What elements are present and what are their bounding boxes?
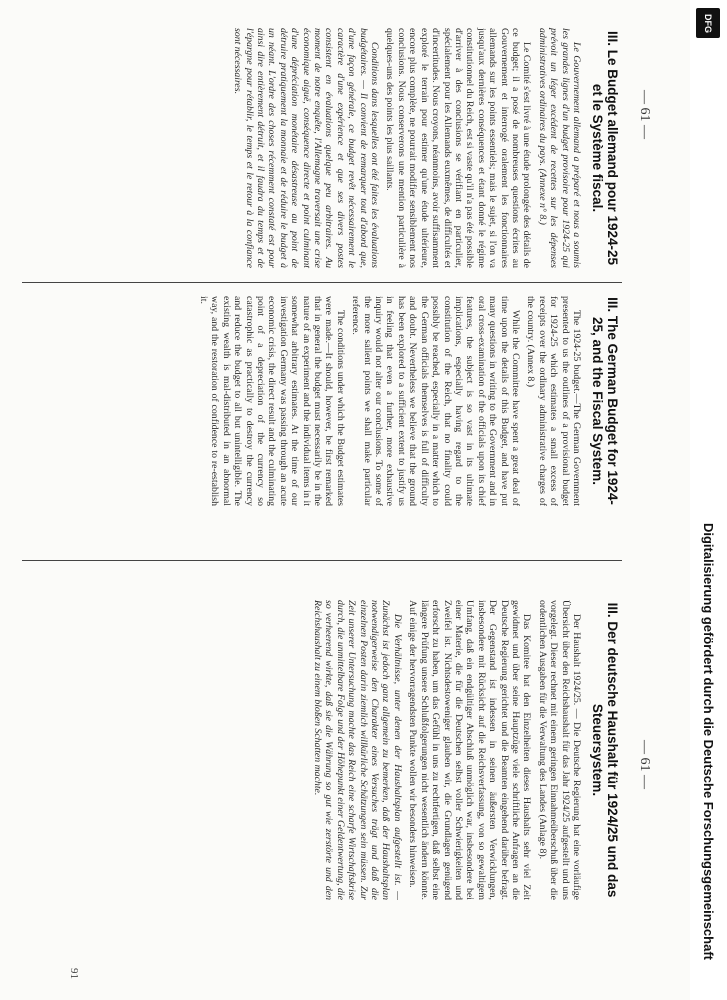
paragraph-english-1: The 1924-25 budget.—The German Government presented to us the outlines of a provisional budget for 1924-25 which estimates a small excess of receipts over the ordinary administrative charges of the country. (Annex 8.) [525,296,582,506]
column-divider [22,560,622,561]
column-german [20,600,620,900]
paragraph-english-2: While the Committee have spent a great deal of time upon the details of this Budget, and have put many questions in writing to the Government and in oral cross-examination of the officials upon its chief features, the subject is so vast in its ultimate implications, especially having regard to the constitution of the Reich, that no finality could possibly be reached, especially in a matter which to the German officials themselves is full of difficulty and doubt. Nevertheless we believe that the ground has been explored to a sufficient extent to justify us in feeling that even a further, more exhaustive inquiry would not alter our conclusions. To some of the more salient points we shall make particular reference. [350,296,521,506]
folio-number: 91 [68,968,80,979]
column-divider [22,282,622,283]
paragraph-french-3: Conditions dans lesquelles ont été faites les évaluations budgétaires. — Il convient de remarquer tout d'abord que, d'une façon générale, ce budget revêt nécessairement le caractère d'une expérience et que ses divers postes consistent en évaluations quelque peu arbitraires. Au moment de notre enquête, l'Allemagne traversait une crise économique aiguë, conséquence directe et point culminant d'une dépréciation monétaire désastreuse au point de détruire pratiquement la monnaie et de réduire le budget à un néant. L'ordre des choses récemment constaté est pour ainsi dire entièrement détruit, et il faudra du temps et de l'épargne pour rétablir, le temps et le retour à la confiance sont nécessaires. [232,28,381,268]
heading-english: III. The German Budget for 1924-25, and the Fiscal System. [590,297,620,505]
paragraph-french-2: Le Comité s'est livré à une étude prolongée des détails de ce budget; il a posé de nombreuses questions écrites au Gouvernement et interrogé oralement les fonctionnaires allemands sur les points essentiels; mais le sujet, si l'on va jusqu'aux dernières conséquences et étant donné le régime constitutionnel du Reich, est si vaste qu'il n'a pas été possible d'arriver à des conclusions se vérifiant en particulier, spécialement pour les Allemands euxmêmes, de difficultés et d'incertitudes. Nous croyons, néanmoins, avoir suffisamment exploré le terrain pour estimer qu'une étude ultérieure, encore plus complète, ne pourrait modifier sensiblement nos conclusions. Nous conserverons une mention particulière à quelques-uns des points les plus saillants. [384,28,533,268]
digitization-credit: Digitalisierung gefördert durch die Deutsche Forschungsgemeinschaft [701,522,716,960]
paragraph-english-3: The conditions under which the Budget estimates were made.—It should, however, be first remarked that in general the budget must necessarily be in the nature of an experiment and the individual items in it somewhat arbitrary estimates. At the time of our investigation Germany was passing through an acute economic crisis, the direct result and the culminating point of a depreciation of the currency so catastrophic as practically to destroy the currency and reduce the budget to all but unintelligible. The existing wealth is mal-distributed in an abnormal way, and the restoration of confidence to re-establish it. [198,296,346,506]
column-french [20,28,620,268]
paragraph-german-3: Die Verhältnisse, unter denen der Haushaltsplan aufgestellt ist. — Zunächst ist jedoch ganz allgemein zu bemerken, daß der Haushaltsplan notwendigerweise den Charakter eines Versuches trägt und daß die einzelnen Posten darin ziemlich willkürliche Schätzungen sein müssen. Zur Zeit unserer Untersuchung machte das Reich eine scharfe Wirtschaftskrise durch, die unmittelbare Folge und der Höhepunkt einer Geldentwertung, die so verheerend wirkte, daß sie die Währung so gut wie zerstörte und den Reichshaushalt zu einem bloßen Schatten machte. [312,600,403,900]
paragraph-german-1: Der Haushalt 1924/25. — Die Deutsche Regierung hat eine vorläufige Übersicht über den Reichshaushalt für das Jahr 1924/25 aufgestellt und uns vorgelegt. Dieser rechnet mit einem geringen Einnahmeüberschuß über die ordentlichen Ausgaben für die Verwaltung des Landes (Anlage 8). [536,600,582,900]
digitization-footer-strip [690,0,727,1000]
heading-french: III. Le Budget allemand pour 1924-25 et le Système fiscal. [590,30,620,266]
page-number-left: — 61 — [637,90,652,139]
paragraph-french-1: Le Gouvernement allemand a préparé et nous a soumis les grandes lignes d'un budget provisoire pour 1924-25 qui prévoit un léger excédent de recettes sur les dépenses administratives ordinaires du pays. (Annexe n° 8.) [536,28,582,268]
paragraph-german-2: Das Komitee hat den Einzelheiten dieses Haushalts sehr viel Zeit gewidmet und über seine Hauptzüge viele schriftliche Anfragen an die Deutsche Regierung gerichtet und die Beamten eingehend darüber befragt. Der Gegenstand ist indessen in seinen äußersten Verwicklungen, insbesondere mit Rücksicht auf die Reichsverfassung, von so gewaltigem Umfang, daß ein endgültiger Abschluß unmöglich war, insbesondere bei einer Materie, die für die Deutschen selbst voller Schwierigkeiten und Zweifel ist. Nichtsdestoweniger glauben wir, die Grundlagen genügend erforscht zu haben, um das Gefühl in uns zu rechtfertigen, daß selbst eine längere Prüfung unsere Schlußfolgerungen nicht wesentlich ändern könnte. Auf einige der hervorragendsten Punkte wollen wir besonders hinweisen. [407,600,533,900]
heading-german: III. Der deutsche Haushalt für 1924/25 und das Steuersystem. [590,602,620,898]
page-number-right: — 61 — [637,740,652,789]
dfg-logo-icon: DFG [696,8,720,38]
column-english [20,296,620,506]
